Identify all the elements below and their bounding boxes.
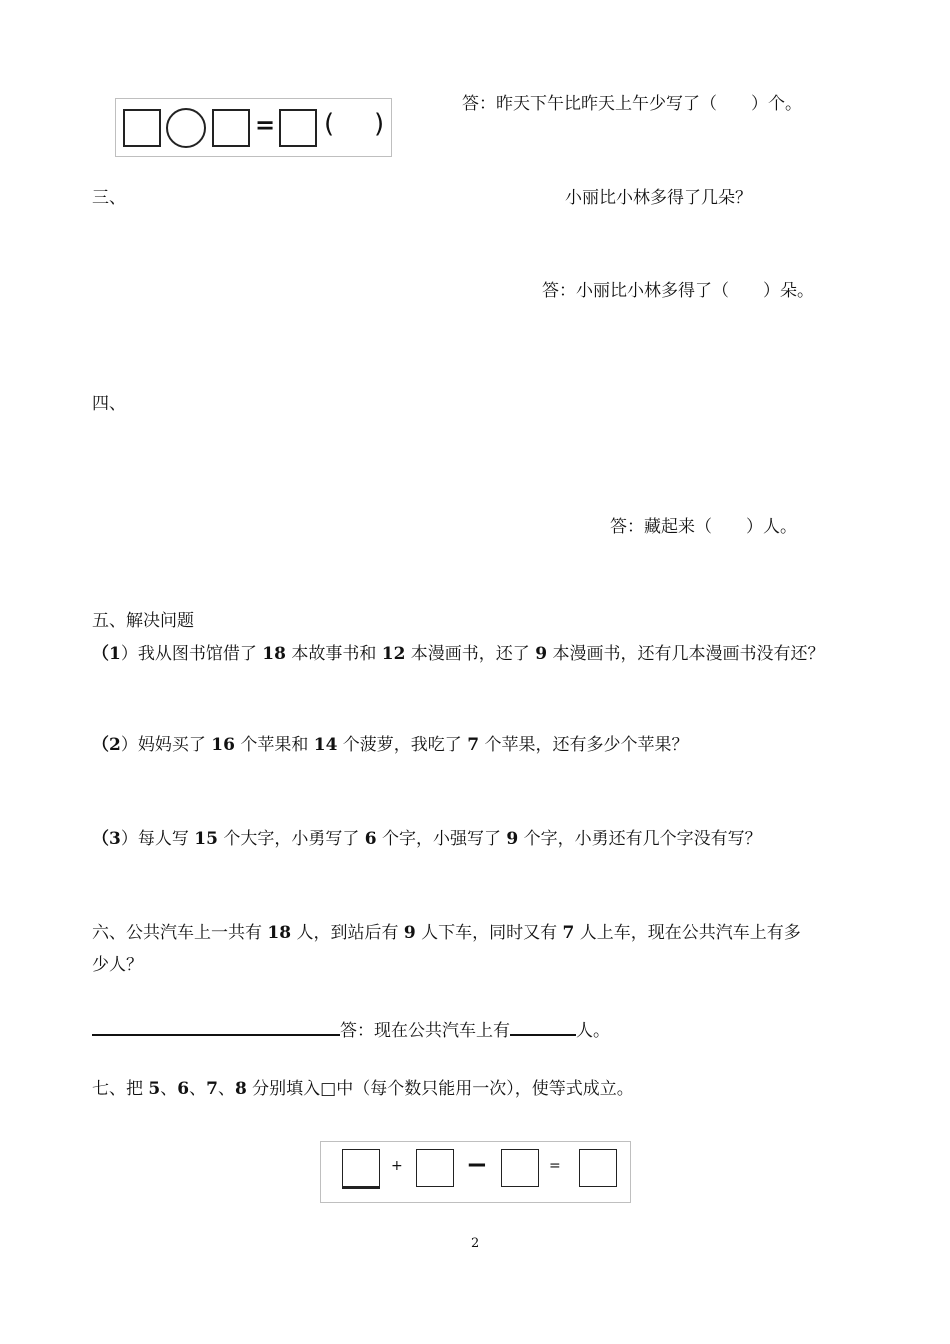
section3-answer: 答：小丽比小林多得了（ ）朵。 — [542, 281, 814, 301]
s6-num-on: 7 — [562, 923, 575, 943]
q3-number: （3 — [92, 829, 121, 849]
q2-num-eaten: 7 — [467, 735, 480, 755]
answer-square-1 — [123, 109, 161, 147]
unit-paren-close: ) — [374, 109, 385, 139]
plus-sign: + — [391, 1158, 403, 1174]
q3-num-total: 15 — [194, 829, 218, 849]
question-1: （1）我从图书馆借了 18 本故事书和 12 本漫画书，还了 9 本漫画书，还有几本漫画书没有还？ — [92, 644, 825, 664]
q2-number: （2 — [92, 735, 121, 755]
calculation-blank[interactable] — [92, 1017, 340, 1036]
q1-number: （1 — [92, 644, 121, 664]
section6-answer-row — [92, 1017, 610, 1040]
section7-instruction: 七、把 5、6、7、8 分别填入□中（每个数只能用一次），使等式成立。 — [92, 1079, 634, 1099]
answer-blank[interactable] — [510, 1017, 576, 1036]
section6-line2: 少人？ — [92, 955, 143, 975]
unit-paren-open: ( — [324, 109, 335, 139]
question-2: （2）妈妈买了 16 个苹果和 14 个菠萝，我吃了 7 个苹果，还有多少个苹果？ — [92, 735, 689, 755]
section6-answer-prefix: 答：现在公共汽车上有 — [340, 1021, 510, 1041]
section2-answer: 答：昨天下午比昨天上午少写了（ ）个。 — [462, 94, 802, 114]
operator-circle — [166, 108, 206, 148]
answer-square-3 — [279, 109, 317, 147]
s6-num-total: 18 — [267, 923, 292, 943]
q2-num-apples: 16 — [211, 735, 235, 755]
minus-sign: − — [466, 1150, 488, 1180]
fill-square-2[interactable] — [416, 1149, 454, 1187]
q1-num-stories: 18 — [262, 644, 286, 664]
section3-question: 小丽比小林多得了几朵？ — [565, 188, 752, 208]
section5-heading: 五、解决问题 — [92, 611, 194, 631]
section3-heading: 三、 — [92, 188, 126, 208]
equation-box-section7 — [320, 1141, 631, 1203]
q3-num-xiaoyong: 6 — [364, 829, 377, 849]
fill-square-1[interactable] — [342, 1149, 380, 1189]
q3-num-xiaoqiang: 9 — [506, 829, 519, 849]
equals-sign-7: = — [549, 1158, 561, 1174]
section6-answer-suffix: 人。 — [576, 1021, 610, 1041]
fill-square-3[interactable] — [501, 1149, 539, 1187]
page-number: 2 — [471, 1236, 480, 1251]
equals-sign: = — [255, 111, 276, 139]
equation-box-section2 — [115, 98, 392, 157]
question-3: （3）每人写 15 个大字，小勇写了 6 个字，小强写了 9 个字，小勇还有几个字没有写？ — [92, 829, 762, 849]
answer-square-2 — [212, 109, 250, 147]
s6-num-off: 9 — [403, 923, 416, 943]
q2-num-pineapples: 14 — [313, 735, 338, 755]
section6-line1: 六、公共汽车上一共有 18 人，到站后有 9 人下车，同时又有 7 人上车，现在公共汽车上有多 — [92, 923, 801, 943]
section4-answer: 答：藏起来（ ）人。 — [610, 517, 797, 537]
fill-square-4[interactable] — [579, 1149, 617, 1187]
q1-num-returned: 9 — [535, 644, 548, 664]
section4-heading: 四、 — [92, 394, 126, 414]
q1-num-comics: 12 — [381, 644, 406, 664]
